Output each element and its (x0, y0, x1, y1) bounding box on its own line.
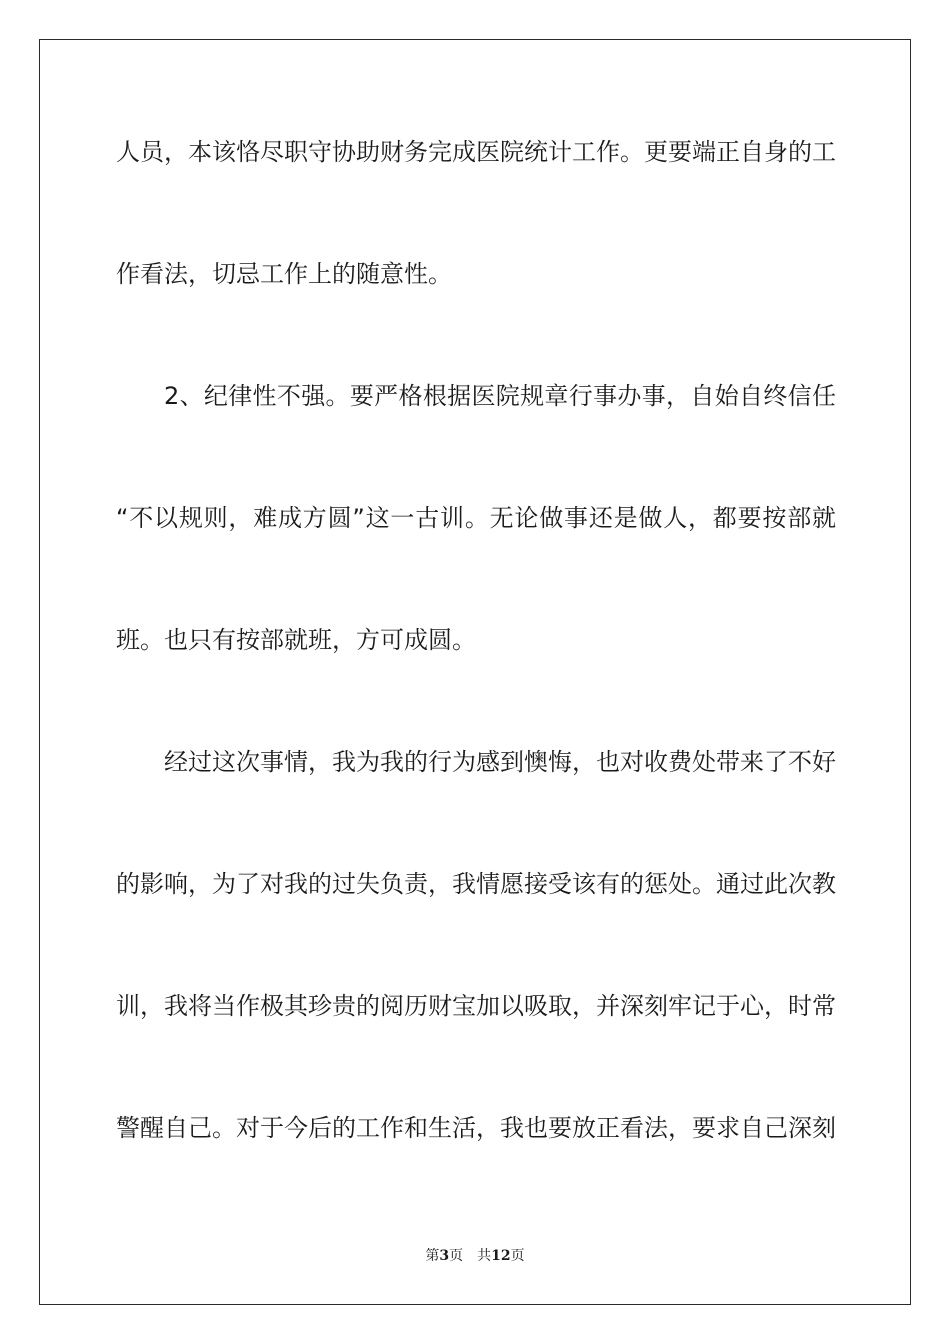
page-number: 3 (439, 1248, 450, 1264)
text-line: 2、纪律性不强。要严格根据医院规章行事办事，自始自终信任 (164, 382, 836, 410)
total-pages: 12 (491, 1248, 511, 1264)
page-footer (0, 1246, 950, 1266)
page-suffix: 页 (449, 1248, 464, 1264)
total-suffix: 页 (510, 1248, 525, 1264)
text-line: 作看法，切忌工作上的随意性。 (116, 260, 452, 288)
text-line: 警醒自己。对于今后的工作和生活，我也要放正看法，要求自己深刻 (116, 1114, 836, 1142)
text-line: 的影响，为了对我的过失负责，我情愿接受该有的惩处。通过此次教 (116, 870, 836, 898)
page-prefix: 第 (425, 1248, 440, 1264)
text-line: “不以规则，难成方圆”这一古训。无论做事还是做人，都要按部就 (116, 504, 836, 532)
text-line: 人员，本该恪尽职守协助财务完成医院统计工作。更要端正自身的工 (116, 138, 836, 166)
text-line: 训，我将当作极其珍贵的阅历财宝加以吸取，并深刻牢记于心，时常 (116, 992, 836, 1020)
text-line: 经过这次事情，我为我的行为感到懊悔，也对收费处带来了不好 (164, 748, 836, 776)
text-line: 班。也只有按部就班，方可成圆。 (116, 626, 476, 654)
total-prefix: 共 (477, 1248, 492, 1264)
